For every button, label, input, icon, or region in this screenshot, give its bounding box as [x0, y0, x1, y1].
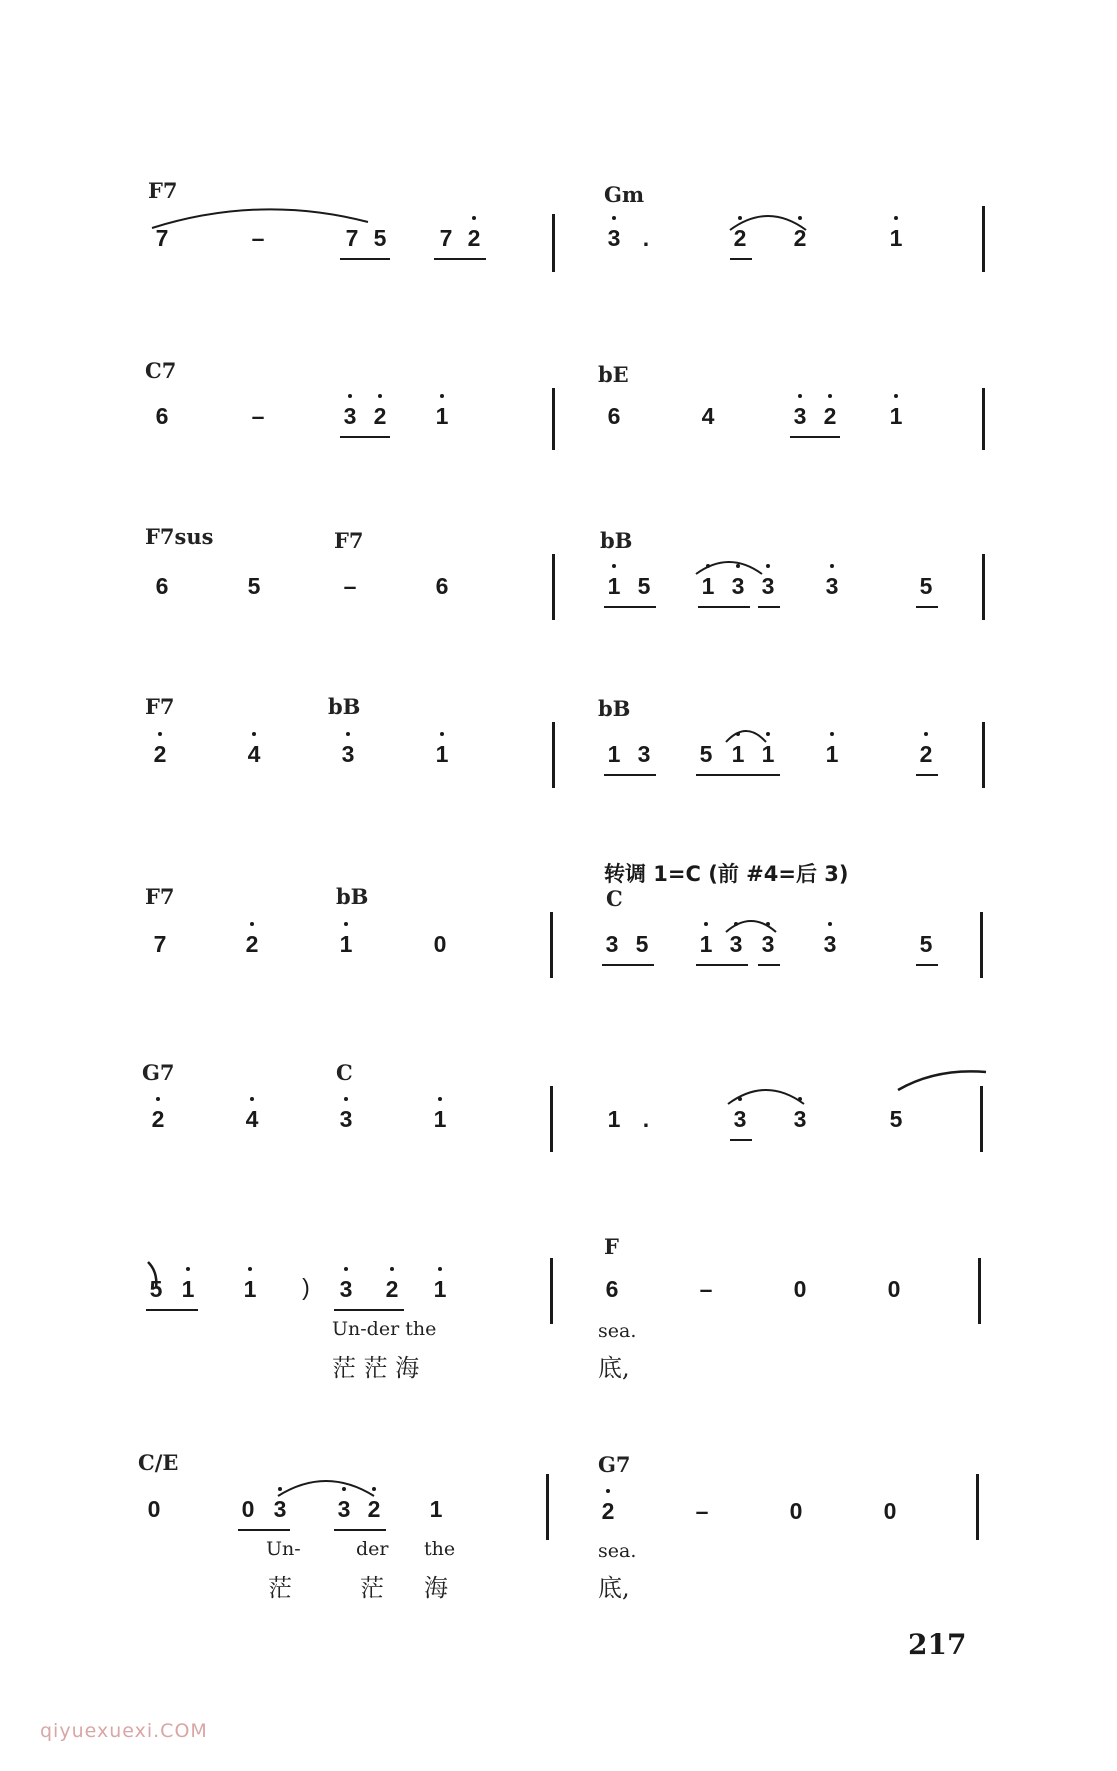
- lyric-chinese: 底,: [598, 1354, 630, 1382]
- beam: [758, 606, 780, 608]
- note: 0: [433, 931, 447, 957]
- lyric-chinese: 茫 茫 海: [332, 1354, 420, 1382]
- chord-symbol: Gm: [604, 182, 645, 207]
- note: 3: [780, 1106, 820, 1133]
- note: 5: [699, 741, 713, 767]
- note: 1: [594, 573, 634, 600]
- lyric-english: Un-: [266, 1538, 301, 1560]
- note: 5: [149, 1276, 163, 1302]
- note: 3: [328, 741, 368, 768]
- page-number: 217: [908, 1628, 967, 1661]
- note: 7: [155, 225, 169, 251]
- lyric-english: der: [356, 1538, 389, 1560]
- note: 1: [168, 1276, 208, 1303]
- lyric-chinese: 茫: [268, 1574, 292, 1602]
- note: 2: [810, 403, 850, 430]
- note: 2: [906, 741, 946, 768]
- beam: [334, 1529, 386, 1531]
- beam: [730, 1139, 752, 1141]
- score-row: [0, 686, 1117, 836]
- chord-symbol: F7sus: [145, 524, 214, 549]
- note: 6: [607, 403, 621, 429]
- note: 3: [748, 573, 788, 600]
- note: 3: [780, 403, 820, 430]
- note: 1: [748, 741, 788, 768]
- note: 1: [718, 741, 758, 768]
- score-row: [0, 1046, 1117, 1196]
- note: 7: [153, 931, 167, 957]
- note: 2: [354, 1496, 394, 1523]
- note: 1: [686, 931, 726, 958]
- note: 3: [324, 1496, 364, 1523]
- note: 5: [919, 573, 933, 599]
- beam: [602, 964, 654, 966]
- tie-start: [896, 1068, 988, 1092]
- note: 2: [372, 1276, 412, 1303]
- note: 0: [147, 1496, 161, 1522]
- barline: [982, 722, 985, 788]
- chord-symbol: F7: [334, 528, 364, 553]
- note: .: [642, 225, 650, 251]
- note: 3: [637, 741, 651, 767]
- beam: [916, 964, 938, 966]
- note: 1: [607, 1106, 621, 1132]
- beam: [146, 1309, 198, 1311]
- score-row: [0, 1440, 1117, 1620]
- note: 2: [588, 1498, 628, 1525]
- chord-symbol: F7: [145, 884, 175, 909]
- note: 0: [887, 1276, 901, 1302]
- barline: [550, 912, 553, 978]
- note: 5: [919, 931, 933, 957]
- beam: [340, 436, 390, 438]
- note: 3: [716, 931, 756, 958]
- note: 0: [241, 1496, 255, 1522]
- note: 6: [605, 1276, 619, 1302]
- note: –: [695, 1498, 709, 1524]
- lyric-chinese: 茫: [360, 1574, 384, 1602]
- score-row: [0, 518, 1117, 668]
- chord-symbol: bB: [336, 884, 369, 909]
- note: 7: [439, 225, 453, 251]
- note: 1: [812, 741, 852, 768]
- beam: [334, 1309, 404, 1311]
- note: 1: [876, 225, 916, 252]
- beam: [434, 258, 486, 260]
- note: –: [251, 403, 265, 429]
- note: –: [699, 1276, 713, 1302]
- note: 3: [326, 1106, 366, 1133]
- note: 3: [812, 573, 852, 600]
- note: 5: [247, 573, 261, 599]
- note: 7: [345, 225, 359, 251]
- note: –: [251, 225, 265, 251]
- note: 1: [429, 1496, 443, 1522]
- barline: [980, 1086, 983, 1152]
- note: 1: [422, 403, 462, 430]
- barline: [550, 1086, 553, 1152]
- note: 1: [420, 1106, 460, 1133]
- slur: [726, 1082, 806, 1106]
- beam: [238, 1529, 290, 1531]
- note: 4: [234, 741, 274, 768]
- note: 2: [140, 741, 180, 768]
- beam: [340, 258, 390, 260]
- note: 2: [360, 403, 400, 430]
- beam: [698, 606, 750, 608]
- note: 6: [435, 573, 449, 599]
- note: 1: [326, 931, 366, 958]
- beam: [604, 606, 656, 608]
- chord-symbol: C/E: [138, 1450, 179, 1475]
- barline: [982, 554, 985, 620]
- barline: [546, 1474, 549, 1540]
- barline: [980, 912, 983, 978]
- note: 3: [594, 225, 634, 252]
- note: 2: [232, 931, 272, 958]
- note: 3: [718, 573, 758, 600]
- beam: [696, 774, 780, 776]
- note: .: [642, 1106, 650, 1132]
- score-row: [0, 1218, 1117, 1398]
- slur: [276, 1472, 376, 1498]
- lyric-chinese: 海: [424, 1574, 448, 1602]
- chord-symbol: C: [606, 886, 623, 911]
- beam: [916, 774, 938, 776]
- note: 1: [607, 741, 621, 767]
- beam: [758, 964, 780, 966]
- note: 0: [883, 1498, 897, 1524]
- score-row: [0, 170, 1117, 320]
- beam: [696, 964, 748, 966]
- beam: [730, 258, 752, 260]
- beam: [790, 436, 840, 438]
- parenthesis: ): [302, 1274, 310, 1300]
- barline: [982, 206, 985, 272]
- key-change-marking: 转调 1=C (前 #4=后 3): [604, 862, 849, 886]
- note: 3: [326, 1276, 366, 1303]
- chord-symbol: bB: [600, 528, 633, 553]
- note: 3: [260, 1496, 300, 1523]
- note: 3: [720, 1106, 760, 1133]
- barline: [552, 554, 555, 620]
- lyric-english: sea.: [598, 1540, 637, 1562]
- note: 4: [701, 403, 715, 429]
- note: 3: [748, 931, 788, 958]
- note: 5: [637, 573, 651, 599]
- note: 1: [230, 1276, 270, 1303]
- barline: [550, 1258, 553, 1324]
- chord-symbol: F7: [145, 694, 175, 719]
- chord-symbol: F: [604, 1234, 619, 1259]
- chord-symbol: bE: [598, 362, 629, 387]
- note: 5: [889, 1106, 903, 1132]
- note: –: [343, 573, 357, 599]
- note: 6: [155, 403, 169, 429]
- chord-symbol: C: [336, 1060, 353, 1085]
- note: 1: [876, 403, 916, 430]
- note: 2: [454, 225, 494, 252]
- chord-symbol: C7: [145, 358, 177, 383]
- note: 6: [155, 573, 169, 599]
- chord-symbol: G7: [598, 1452, 631, 1477]
- beam: [604, 774, 656, 776]
- lyric-english: Un-der the: [332, 1318, 437, 1340]
- beam: [916, 606, 938, 608]
- note: 1: [422, 741, 462, 768]
- note: 3: [810, 931, 850, 958]
- chord-symbol: bB: [328, 694, 361, 719]
- note: 3: [330, 403, 370, 430]
- lyric-english: sea.: [598, 1320, 637, 1342]
- barline: [978, 1258, 981, 1324]
- barline: [552, 214, 555, 272]
- note: 3: [605, 931, 619, 957]
- note: 5: [635, 931, 649, 957]
- chord-symbol: F7: [148, 178, 178, 203]
- score-row: [0, 876, 1117, 1026]
- note: 4: [232, 1106, 272, 1133]
- lyric-english: the: [424, 1538, 456, 1560]
- lyric-chinese: 底,: [598, 1574, 630, 1602]
- score-row: [0, 348, 1117, 498]
- barline: [982, 388, 985, 450]
- note: 0: [789, 1498, 803, 1524]
- barline: [552, 722, 555, 788]
- note: 2: [720, 225, 760, 252]
- note: 2: [138, 1106, 178, 1133]
- barline: [976, 1474, 979, 1540]
- watermark: qiyuexuexi.COM: [40, 1720, 208, 1742]
- chord-symbol: G7: [142, 1060, 175, 1085]
- note: 1: [420, 1276, 460, 1303]
- chord-symbol: bB: [598, 696, 631, 721]
- note: 2: [780, 225, 820, 252]
- barline: [552, 388, 555, 450]
- note: 1: [688, 573, 728, 600]
- note: 0: [793, 1276, 807, 1302]
- note: 5: [373, 225, 387, 251]
